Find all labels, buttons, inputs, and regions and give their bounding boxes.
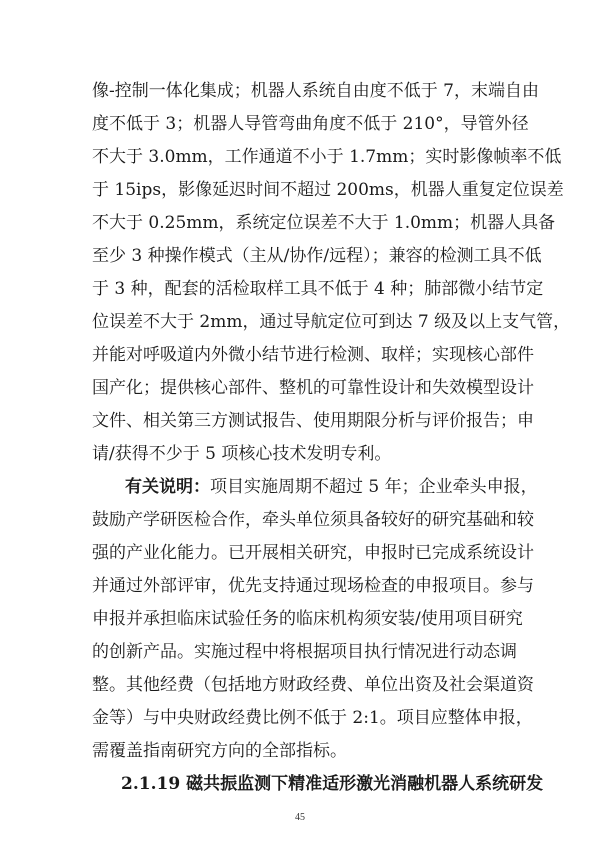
page-number: 45 [295, 812, 305, 823]
text-line: 并能对呼吸道内外微小结节进行检测、取样；实现核心部件 [92, 345, 534, 365]
text-line: 需覆盖指南研究方向的全部指标。 [92, 741, 347, 761]
text-line: 鼓励产学研医检合作，牵头单位须具备较好的研究基础和较 [92, 510, 534, 530]
text-line: 金等）与中央财政经费比例不低于 2:1。项目应整体申报， [92, 708, 533, 728]
text-line: 度不低于 3；机器人导管弯曲角度不低于 210°，导管外径 [92, 114, 529, 134]
text-line: 至少 3 种操作模式（主从/协作/远程）；兼容的检测工具不低 [92, 246, 542, 266]
text-line: 位误差不大于 2mm，通过导航定位可到达 7 级及以上支气管， [92, 312, 571, 332]
text-line: 不大于 0.25mm，系统定位误差不大于 1.0mm；机器人具备 [92, 213, 556, 233]
text-line: 请/获得不少于 5 项核心技术发明专利。 [92, 444, 392, 464]
section-heading: 2.1.19 磁共振监测下精准适形激光消融机器人系统研发 [121, 774, 544, 794]
text-line: 申报并承担临床试验任务的临床机构须安装/使用项目研究 [92, 609, 523, 629]
text-line-first [125, 477, 538, 497]
text-line: 像-控制一体化集成；机器人系统自由度不低于 7，末端自由 [92, 81, 539, 101]
notes-label: 有关说明： [125, 477, 210, 497]
text-line: 整。其他经费（包括地方财政经费、单位出资及社会渠道资 [92, 675, 534, 695]
text-line: 强的产业化能力。已开展相关研究，申报时已完成系统设计 [92, 543, 534, 563]
text-line: 文件、相关第三方测试报告、使用期限分析与评价报告；申 [92, 411, 534, 431]
text-line: 于 3 种，配套的活检取样工具不低于 4 种；肺部微小结节定 [92, 279, 544, 299]
text-line: 并通过外部评审，优先支持通过现场检查的申报项目。参与 [92, 576, 534, 596]
text-line: 不大于 3.0mm，工作通道不小于 1.7mm；实时影像帧率不低 [92, 147, 562, 167]
notes-first-line: 项目实施周期不超过 5 年；企业牵头申报， [210, 477, 538, 497]
text-line: 于 15ips，影像延迟时间不超过 200ms，机器人重复定位误差 [92, 180, 564, 200]
text-line: 国产化；提供核心部件、整机的可靠性设计和失效模型设计 [92, 378, 534, 398]
text-line: 的创新产品。实施过程中将根据项目执行情况进行动态调 [92, 642, 517, 662]
